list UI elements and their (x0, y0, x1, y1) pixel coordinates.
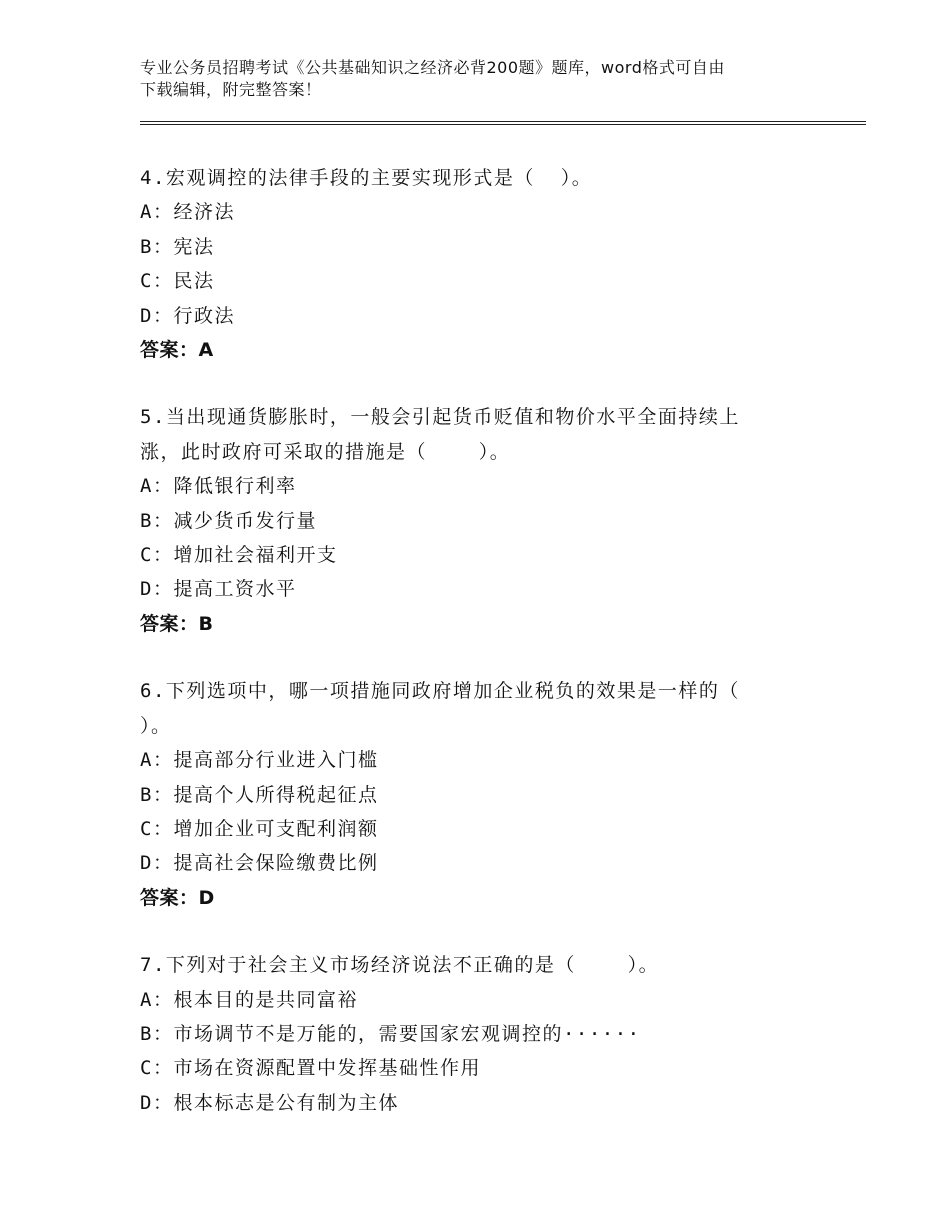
option-d: D：提高工资水平 (140, 578, 297, 601)
option-c: C：民法 (140, 270, 215, 293)
option-a: A：根本目的是共同富裕 (140, 988, 358, 1011)
option-d: D：根本标志是公有制为主体 (140, 1091, 399, 1114)
answer: 答案：D (140, 886, 215, 909)
question-stem: 4.宏观调控的法律手段的主要实现形式是（ ）。 (140, 167, 593, 189)
answer: 答案：B (140, 612, 214, 635)
option-b: B：宪法 (140, 235, 215, 258)
header-line-2: 下载编辑，附完整答案！ (140, 80, 322, 99)
option-a: A：降低银行利率 (140, 475, 297, 498)
option-d: D：行政法 (140, 304, 235, 327)
option-c: C：市场在资源配置中发挥基础性作用 (140, 1057, 481, 1080)
document-header (140, 57, 820, 101)
question-5 (140, 400, 780, 641)
option-c: C：增加企业可支配利润额 (140, 817, 379, 840)
question-stem-cont: 涨，此时政府可采取的措施是（ ）。 (140, 440, 511, 463)
answer: 答案：A (140, 339, 214, 362)
question-stem: 5.当出现通货膨胀时，一般会引起货币贬值和物价水平全面持续上 (140, 406, 740, 429)
option-a: A：提高部分行业进入门槛 (140, 749, 379, 772)
option-b: B：提高个人所得税起征点 (140, 783, 379, 806)
option-b: B：减少货币发行量 (140, 509, 317, 532)
option-c: C：增加社会福利开支 (140, 544, 338, 567)
question-7 (140, 948, 780, 1120)
question-6 (140, 674, 780, 915)
question-stem-cont: ）。 (140, 714, 172, 737)
header-line-1: 专业公务员招聘考试《公共基础知识之经济必背200题》题库，word格式可自由 (140, 58, 725, 77)
header-rule-bottom (140, 124, 866, 125)
option-a: A：经济法 (140, 201, 235, 224)
question-stem: 7.下列对于社会主义市场经济说法不正确的是（ ）。 (140, 954, 660, 977)
question-list (140, 161, 780, 1153)
header-rule-top (140, 121, 866, 122)
option-b: B：市场调节不是万能的，需要国家宏观调控的······ (140, 1022, 641, 1045)
question-4 (140, 161, 780, 367)
option-d: D：提高社会保险缴费比例 (140, 852, 379, 875)
question-stem: 6.下列选项中，哪一项措施同政府增加企业税负的效果是一样的（ (140, 680, 740, 703)
